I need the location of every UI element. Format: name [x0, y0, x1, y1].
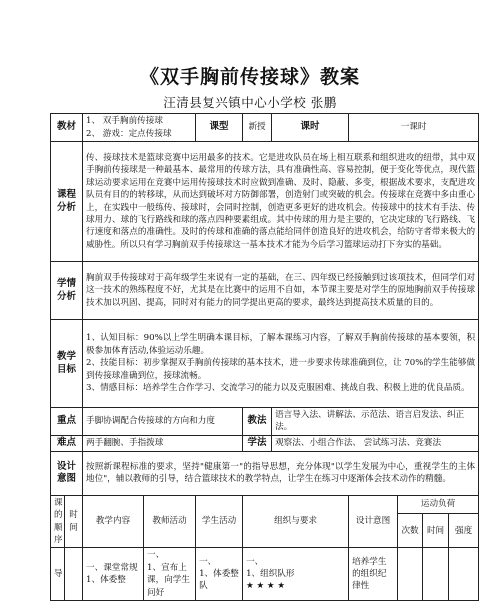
- analysis-text: 传、接球技术是篮球竞赛中运用最多的技术。它是进攻队员在场上相互联系和组织进攻的纽带，其中双手胸前传接球是一种最基本、最常用的传球方法，具有准确性高、容易控制，便于变化等优点，现代篮球运动要求运用在竞赛中运用传接球技术时应做到准确、及时、隐蔽、多变，根据战术要求，支配进攻队员有目的的转移球，从而达到破坏对方防御部署，创造射门或突破的机会。传接球在竞赛中多由重心上，在实践中一般练传、接球时，会同时控制，创造更多更好的进攻机会。传接球中的技术有手法、传球用力、球的飞行路线和球的落点四种要素组成。其中传球的用力是主要的，它决定球的飞行路线、飞行速度和落点的准确性。及时的传球和准确的落点能给同伴创造良好的进攻机会，给防守者带来极大的威胁性。所以只有学习胸前双手传接球这一基本技术才能为今后学习篮球运动打下夯实的基础。: [83, 142, 479, 262]
- header-load: 运动负荷: [398, 495, 479, 513]
- material-item-1: 1、 双手胸前传接球: [86, 116, 163, 127]
- goal-2: 2、技能目标：初步掌握双手胸前传接球的基本技术，进一步要求传球准确到位，让 70%的学生能够做到传接球准确到位，接球流畅。: [86, 358, 476, 381]
- document-title: 《双手胸前传接球》教案: [139, 66, 360, 88]
- lesson-hours-value: 一课时: [349, 114, 479, 142]
- lesson-hours-label: 课时: [272, 114, 349, 142]
- process-intensity: [449, 548, 479, 601]
- goal-3: 3、情感目标：培养学生合作学习、交流学习的能力以及克服困难、挑战自我、积极上进的优良品质。: [86, 383, 470, 394]
- header-duration: 时间: [423, 514, 449, 548]
- students-text: 胸前双手传接球对于高年级学生来说有一定的基础，在三、四年级已经接触到过该项技术，但同学们对这一技术的熟练程度不好，尤其是在比赛中的运用不自如，本节课主要是对学生的原地胸前双手传接球技术加以巩固、提高，同时对有能力的同学提出更高的要求，最终达到提高技术质量的目的。: [83, 262, 479, 320]
- header-student: 学生活动: [196, 495, 243, 548]
- process-content: 一、课堂常规 1、体委整: [83, 548, 144, 601]
- teaching-method-text: 语言导入法、讲解法、示范法、语言启发法、纠正法。: [272, 408, 479, 436]
- material-item-2: 2、 游戏：定点传接球: [86, 128, 172, 139]
- analysis-row: [51, 142, 479, 262]
- goals-label: 教学目标: [51, 320, 83, 408]
- process-intent: 培养学生的组织纪律性: [349, 548, 398, 601]
- header-count: 次数: [398, 514, 423, 548]
- teaching-method-label: 教法: [243, 408, 272, 436]
- document-subtitle: 汪清县复兴镇中心小学校 张鹏: [163, 95, 337, 110]
- process-order: 导: [51, 548, 65, 601]
- lesson-type-value: 新授: [243, 114, 272, 142]
- process-row: [51, 548, 479, 601]
- difficulty-row: [51, 435, 479, 451]
- goal-1: 1、认知目标：90%以上学生明确本课目标，了解本课练习内容，了解双手胸前传接球的基本要领，积极参加体育活动,体验运动乐趣。: [86, 333, 476, 356]
- process-count: [398, 548, 423, 601]
- students-label: 学情分析: [51, 262, 83, 320]
- key-point-row: [51, 408, 479, 436]
- material-row: [51, 114, 479, 142]
- lesson-plan-table: [50, 113, 479, 601]
- design-row: [51, 451, 479, 495]
- header-teacher: 教师活动: [144, 495, 196, 548]
- material-items: [83, 114, 196, 142]
- goals-text: [83, 320, 479, 408]
- process-teacher: 一、 1、宣布上课，向学生问好: [144, 548, 196, 601]
- difficulty-text: 两手翻腕、手指拨球: [83, 435, 243, 451]
- header-organization: 组织与要求: [243, 495, 349, 548]
- header-intensity: 强度: [449, 514, 479, 548]
- process-student: 一、 1、体委整队: [196, 548, 243, 601]
- header-order: 课的顺序: [51, 495, 65, 548]
- header-time: 时间: [65, 495, 83, 548]
- process-organization: 一、 1、组织队形 ★ ★ ★ ★: [243, 548, 349, 601]
- difficulty-label: 难点: [51, 435, 83, 451]
- process-time: [65, 548, 83, 601]
- students-row: [51, 262, 479, 320]
- design-text: 按照新课程标准的要求，坚持"健康第一"的指导思想，充分体现"以学生发展为中心，重视学生的主体地位"，辅以教师的引导，结合篮球技术的教学特点，让学生在练习中逐渐体会技术动作的精髓。: [83, 451, 479, 495]
- key-point-label: 重点: [51, 408, 83, 436]
- header-intent: 设计意图: [349, 495, 398, 548]
- study-method-text: 观察法、小组合作法、 尝试练习法、竞赛法: [272, 435, 479, 451]
- analysis-label: 课程分析: [51, 142, 83, 262]
- lesson-type-label: 课型: [196, 114, 243, 142]
- design-label: 设计意图: [51, 451, 83, 495]
- process-header-row: [51, 495, 479, 513]
- study-method-label: 学法: [243, 435, 272, 451]
- key-point-text: 手脚协调配合传接球的方向和力度: [83, 408, 243, 436]
- header-content: 教学内容: [83, 495, 144, 548]
- process-duration: [423, 548, 449, 601]
- material-label: 教材: [51, 114, 83, 142]
- goals-row: [51, 320, 479, 408]
